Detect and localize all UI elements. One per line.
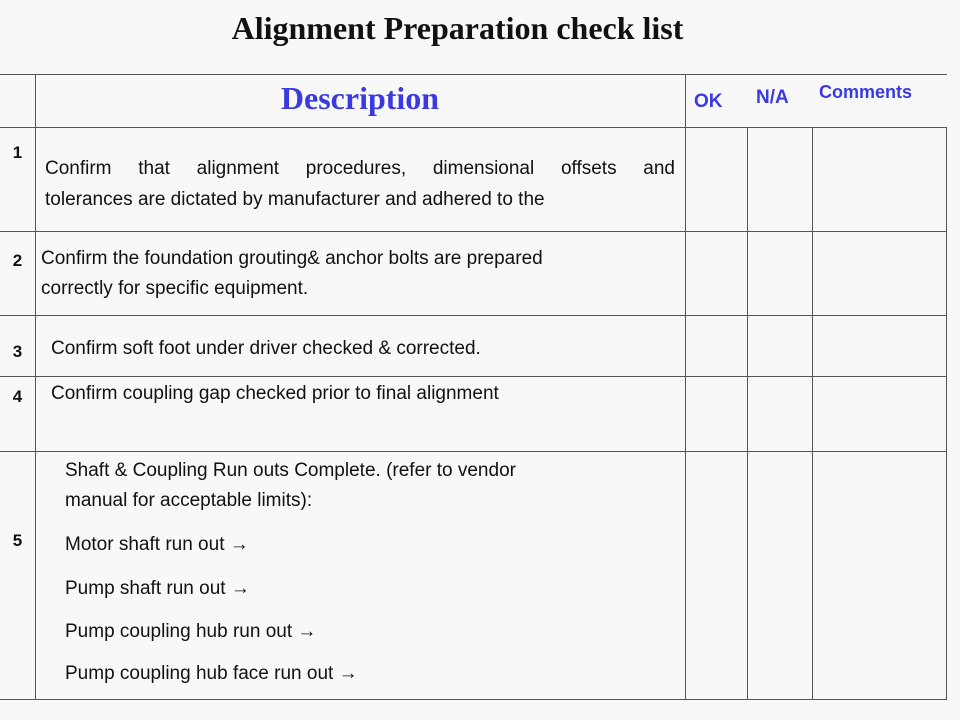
ok-header: OK — [694, 91, 723, 112]
column-divider — [747, 127, 748, 700]
row-description — [51, 334, 481, 364]
sub-item: Pump coupling hub face run out → — [65, 663, 358, 684]
na-header: N/A — [756, 87, 789, 108]
description-line: Confirm the foundation grouting& anchor bolts are prepared — [41, 248, 543, 269]
row-number: 1 — [12, 143, 23, 162]
row-description — [41, 244, 543, 304]
comments-header: Comments — [819, 82, 913, 102]
row-number: 2 — [12, 251, 23, 270]
description-line: correctly for specific equipment. — [41, 278, 309, 299]
row-description — [51, 379, 499, 409]
description-line: Confirm coupling gap checked prior to final alignment — [51, 383, 499, 404]
description-line: manual for acceptable limits): — [65, 490, 313, 511]
row-number: 3 — [12, 342, 23, 361]
sub-item: Motor shaft run out → — [65, 534, 249, 555]
row-divider — [0, 127, 947, 128]
row-divider — [0, 451, 947, 452]
description-line: Confirm soft foot under driver checked & corrected. — [51, 338, 481, 359]
table-border-right — [946, 127, 947, 700]
sub-item: Pump shaft run out → — [65, 578, 250, 599]
row-number: 4 — [12, 387, 23, 406]
description-line: tolerances are dictated by manufacturer and adhered to the — [45, 189, 545, 210]
column-divider — [35, 74, 36, 700]
table-border-top — [0, 74, 947, 75]
description-header: Description — [280, 80, 440, 116]
column-divider — [685, 74, 686, 700]
description-line: Shaft & Coupling Run outs Complete. (refer to vendor — [65, 460, 516, 481]
row-number: 5 — [12, 531, 23, 550]
description-line: Confirm that alignment procedures, dimensional offsets and — [45, 158, 675, 179]
page-title: Alignment Preparation check list — [231, 10, 684, 46]
row-divider — [0, 315, 947, 316]
row-divider — [0, 231, 947, 232]
row-description — [45, 153, 675, 215]
table-border-bottom — [0, 699, 947, 700]
row-description — [65, 456, 516, 516]
sub-item: Pump coupling hub run out → — [65, 621, 317, 642]
row-divider — [0, 376, 947, 377]
column-divider — [812, 127, 813, 700]
